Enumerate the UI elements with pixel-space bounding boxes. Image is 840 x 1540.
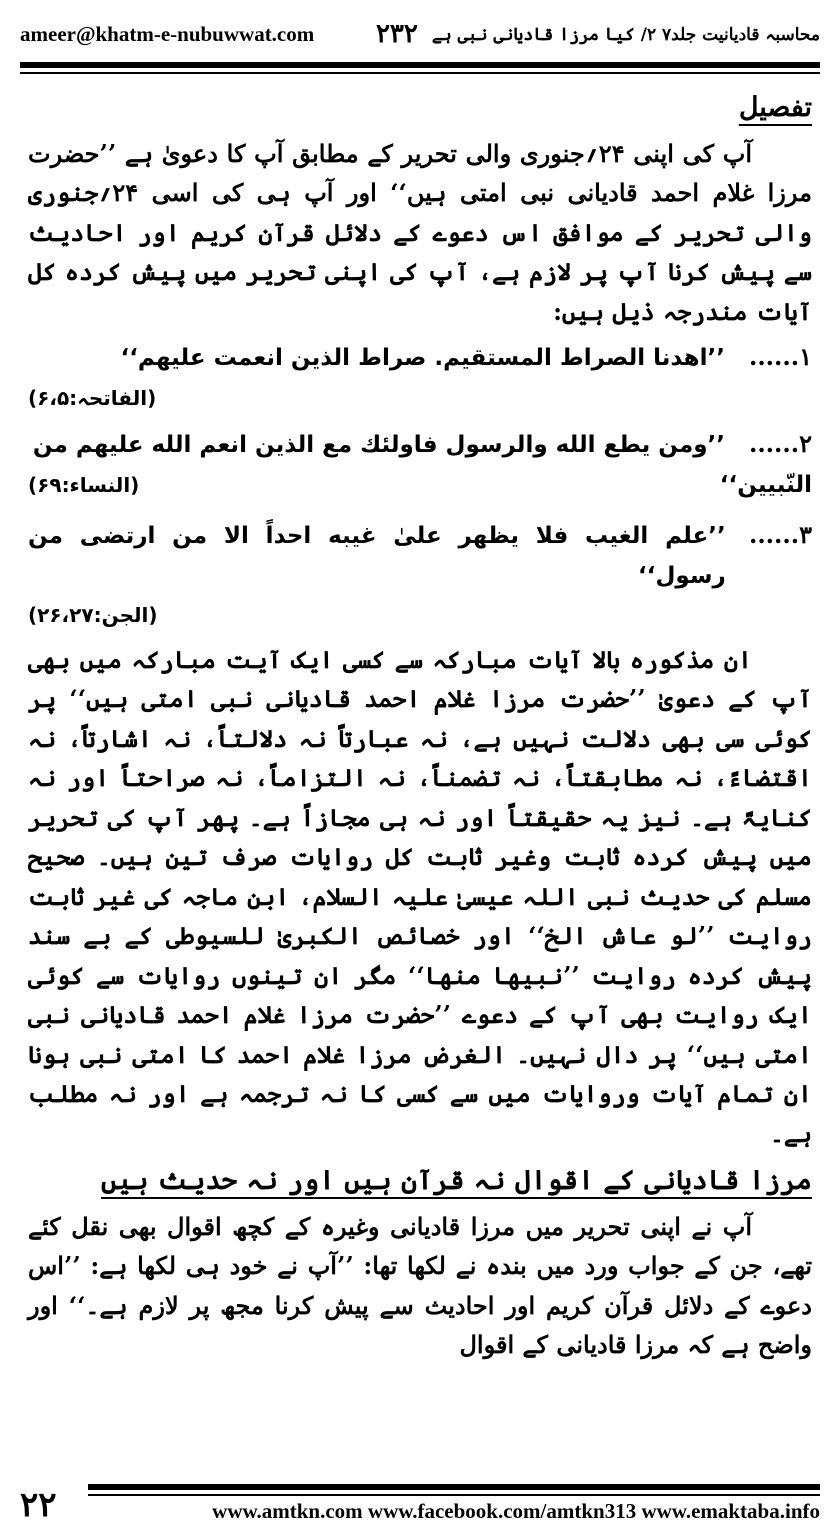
body-paragraph: ان مذکورہ بالا آیات مبارکہ سے کسی ایک آیت مبارکہ میں بھی آپ کے دعویٰ ’’حضرت مرزا غلام احمد قادیانی نبی امتی ہیں‘‘ پر کوئی سی بھی دلالت نہیں ہے، نہ عبارتاً نہ دلالتاً، نہ اشارتاً، نہ اقتضاءً، نہ مطابقتاً، نہ تضمناً، نہ التزاماً، نہ صراحتاً اور نہ کنایۃً ہے۔ نیز یہ حقیقتاً اور نہ ہی مجازاً ہے۔ پھر آپ کی تحریر میں پیش کردہ ثابت وغیر ثابت کل روایات صرف تین ہیں۔ صحیح مسلم کی حدیث نبی اللہ عیسیٰ علیہ السلام، ابن ماجہ کی غیر ثابت روایت ’’لو عاش الخ‘‘ اور خصائص الکبریٰ للسیوطی کے بے سند پیش کردہ روایت ’’نبيها منها‘‘ مگر ان تینوں روایات سے کوئی ایک روایت بھی آپ کے دعوے ’’حضرت مرزا غلام احمد قادیانی نبی امتی ہیں‘‘ پر دال نہیں۔ الغرض مرزا غلام احمد کا امتی نبی ہونا ان تمام آیات وروایات میں سے کسی کا نہ ترجمہ ہے اور نہ مطلب ہے۔ xyxy=(28,644,812,1148)
verse-number: ۳...... xyxy=(748,520,812,549)
header-email: ameer@khatm-e-nubuwwat.com xyxy=(20,21,315,46)
verse-number: ۱...... xyxy=(748,342,812,371)
footer-rule-thick xyxy=(88,1484,820,1490)
header-right xyxy=(376,19,820,49)
page-footer xyxy=(20,1480,820,1524)
verse-number: ۲...... xyxy=(748,429,812,458)
header-rule-thick xyxy=(20,62,820,68)
header-page-number: ۲۳۲ xyxy=(375,19,418,49)
verse-text-continued: النّبيين‘‘ xyxy=(719,471,812,498)
verse-text: ’’ومن يطع الله والرسول فاولئك مع الذين انعم الله عليهم من xyxy=(32,432,725,458)
verse-text: ’’اهدنا الصراط المستقيم. صراط الذين انعمت عليهم‘‘ xyxy=(120,345,725,371)
footer-page-number: ۲۲ xyxy=(20,1485,57,1525)
body-paragraph-2: آپ نے اپنی تحریر میں مرزا قادیانی وغیرہ کے کچھ اقوال بھی نقل کئے تھے، جن کے جواب ورد میں بندہ نے لکھا تھا: ’’آپ نے خود ہی لکھا ہے: ’’اس دعوے کے دلائل قرآن کریم اور احادیث سے پیش کرنا مجھ پر لازم ہے۔‘‘ اور واضح ہے کہ مرزا قادیانی کے اقوال xyxy=(28,1211,812,1359)
page-header xyxy=(20,14,820,54)
footer-bar xyxy=(88,1480,820,1524)
intro-paragraph: آپ کی اپنی ۲۴؍جنوری والی تحریر کے مطابق آپ کا دعویٰ ہے ’’حضرت مرزا غلام احمد قادیانی نبی امتی ہیں‘‘ اور آپ ہی کی اسی ۲۴؍جنوری والی تحریر کے موافق اس دعوے کے دلائل قرآن کریم اور احادیث سے پیش کرنا آپ پر لازم ہے، آپ کی اپنی تحریر میں پیش کردہ کل آیات مندرجہ ذیل ہیں: xyxy=(28,138,812,326)
section-heading-sayings: مرزا قادیانی کے اقوال نہ قرآن ہیں اور نہ حدیث ہیں xyxy=(101,1165,812,1196)
section-heading-details: تفصیل xyxy=(738,92,812,123)
page-content xyxy=(28,88,812,1468)
footer-rule-thin xyxy=(88,1494,820,1496)
verse-citation: (الجن:۲۶،۲۷) xyxy=(28,603,158,627)
header-rule-thin xyxy=(20,72,820,74)
footer-links: www.amtkn.com www.facebook.com/amtkn313 www.emaktaba.info xyxy=(212,1499,820,1523)
verse-text: ’’علم الغيب فلا يظهر علىٰ غيبه احداً الا من ارتضى من رسول‘‘ xyxy=(28,523,726,589)
verse-2-continuation xyxy=(28,466,812,510)
verse-citation: (النساء:۶۹) xyxy=(28,472,140,497)
header-book-title: محاسبہ قادیانیت جلد۷ ۲/ کیا مرزا قادیانی نبی ہے xyxy=(431,24,820,45)
verse-2 xyxy=(28,424,812,466)
verse-1 xyxy=(28,337,812,379)
verse-citation: (الفاتحہ:۶،۵) xyxy=(28,385,157,410)
verse-3 xyxy=(28,515,812,596)
